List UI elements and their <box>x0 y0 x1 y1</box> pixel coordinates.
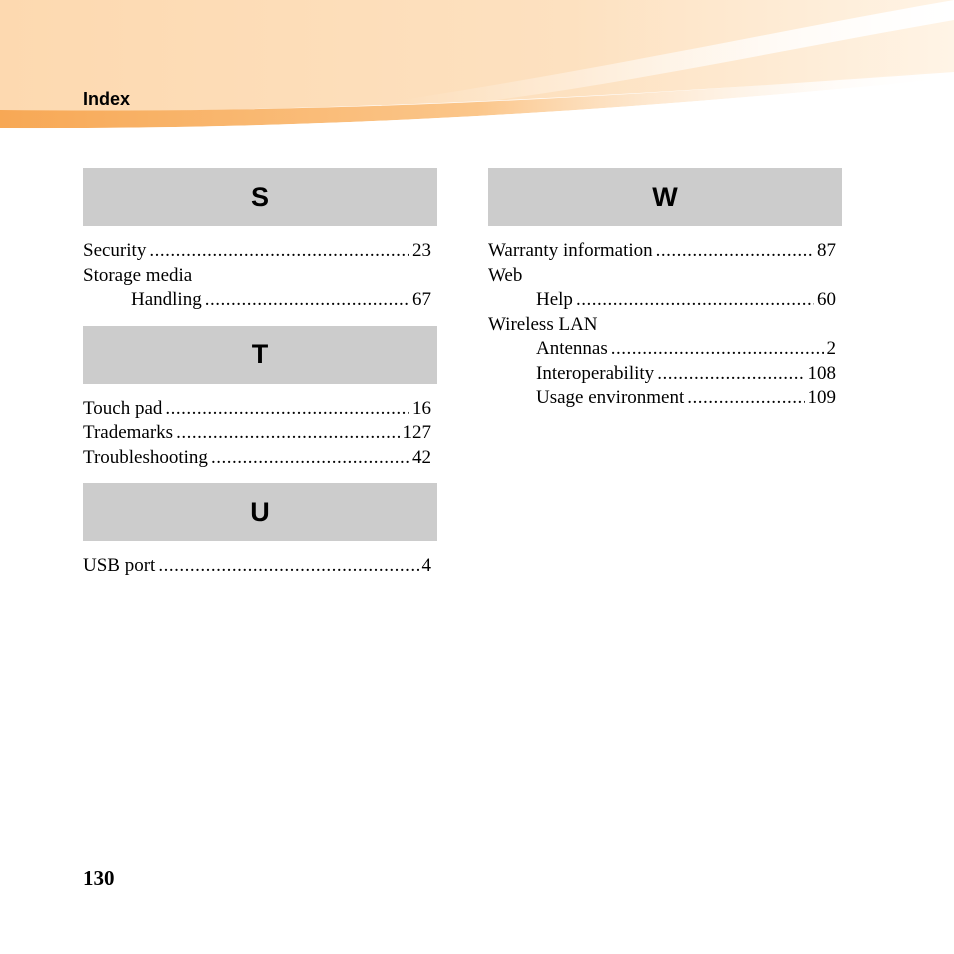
entry-page-number: 108 <box>807 362 836 384</box>
dot-leader <box>205 288 409 313</box>
entry-page-number: 23 <box>412 240 431 261</box>
page-number: 130 <box>83 866 115 890</box>
entry-list <box>83 226 437 326</box>
index-entry[interactable] <box>83 554 437 579</box>
dot-leader <box>656 239 814 264</box>
letter-header-t: T <box>83 326 437 384</box>
index-column-right <box>488 168 842 424</box>
entry-list <box>488 226 842 424</box>
index-entry <box>488 264 842 289</box>
entry-page-number: 2 <box>826 338 836 359</box>
entry-term: Web <box>488 264 523 286</box>
index-subentry[interactable] <box>488 288 842 313</box>
entry-term: Security <box>83 240 147 261</box>
entry-term: Usage environment <box>536 387 685 408</box>
index-entry <box>83 264 437 289</box>
entry-list <box>83 384 437 484</box>
entry-term: Trademarks <box>83 422 174 443</box>
entry-term: Antennas <box>536 338 608 359</box>
index-subentry[interactable] <box>488 337 842 362</box>
index-column-left <box>83 168 437 592</box>
entry-page-number: 109 <box>807 387 836 408</box>
entry-term: Troubleshooting <box>83 446 208 468</box>
entry-page-number: 42 <box>412 446 431 468</box>
letter-header-u: U <box>83 483 437 541</box>
entry-term: Handling <box>131 289 202 310</box>
index-entry[interactable] <box>488 239 842 264</box>
dot-leader <box>576 288 814 313</box>
letter-header-s: S <box>83 168 437 226</box>
index-entry[interactable] <box>83 239 437 264</box>
entry-page-number: 127 <box>402 422 431 443</box>
index-entry[interactable] <box>83 446 437 471</box>
dot-leader <box>611 337 824 362</box>
dot-leader <box>165 397 409 422</box>
header-banner <box>0 0 954 135</box>
entry-term: Interoperability <box>536 362 655 384</box>
index-subentry[interactable] <box>488 386 842 411</box>
index-subentry[interactable] <box>83 288 437 313</box>
dot-leader <box>176 421 399 446</box>
entry-list <box>83 541 437 592</box>
letter-header-w: W <box>488 168 842 226</box>
entry-term: Touch pad <box>83 397 163 419</box>
entry-term: Storage media <box>83 264 193 286</box>
entry-page-number: 87 <box>817 240 836 261</box>
dot-leader <box>687 386 804 411</box>
index-entry[interactable] <box>83 421 437 446</box>
entry-page-number: 4 <box>421 555 431 576</box>
dot-leader <box>211 446 409 471</box>
index-subentry[interactable] <box>488 362 842 387</box>
dot-leader <box>149 239 409 264</box>
entry-page-number: 16 <box>412 397 431 419</box>
section-title: Index <box>83 89 131 109</box>
entry-page-number: 60 <box>817 289 836 310</box>
dot-leader <box>657 362 804 387</box>
index-entry[interactable] <box>83 397 437 422</box>
entry-page-number: 67 <box>412 289 431 310</box>
index-entry <box>488 313 842 338</box>
entry-term: Wireless LAN <box>488 313 598 335</box>
entry-term: Help <box>536 289 573 310</box>
entry-term: Warranty information <box>488 240 653 261</box>
dot-leader <box>158 554 418 579</box>
entry-term: USB port <box>83 555 156 576</box>
